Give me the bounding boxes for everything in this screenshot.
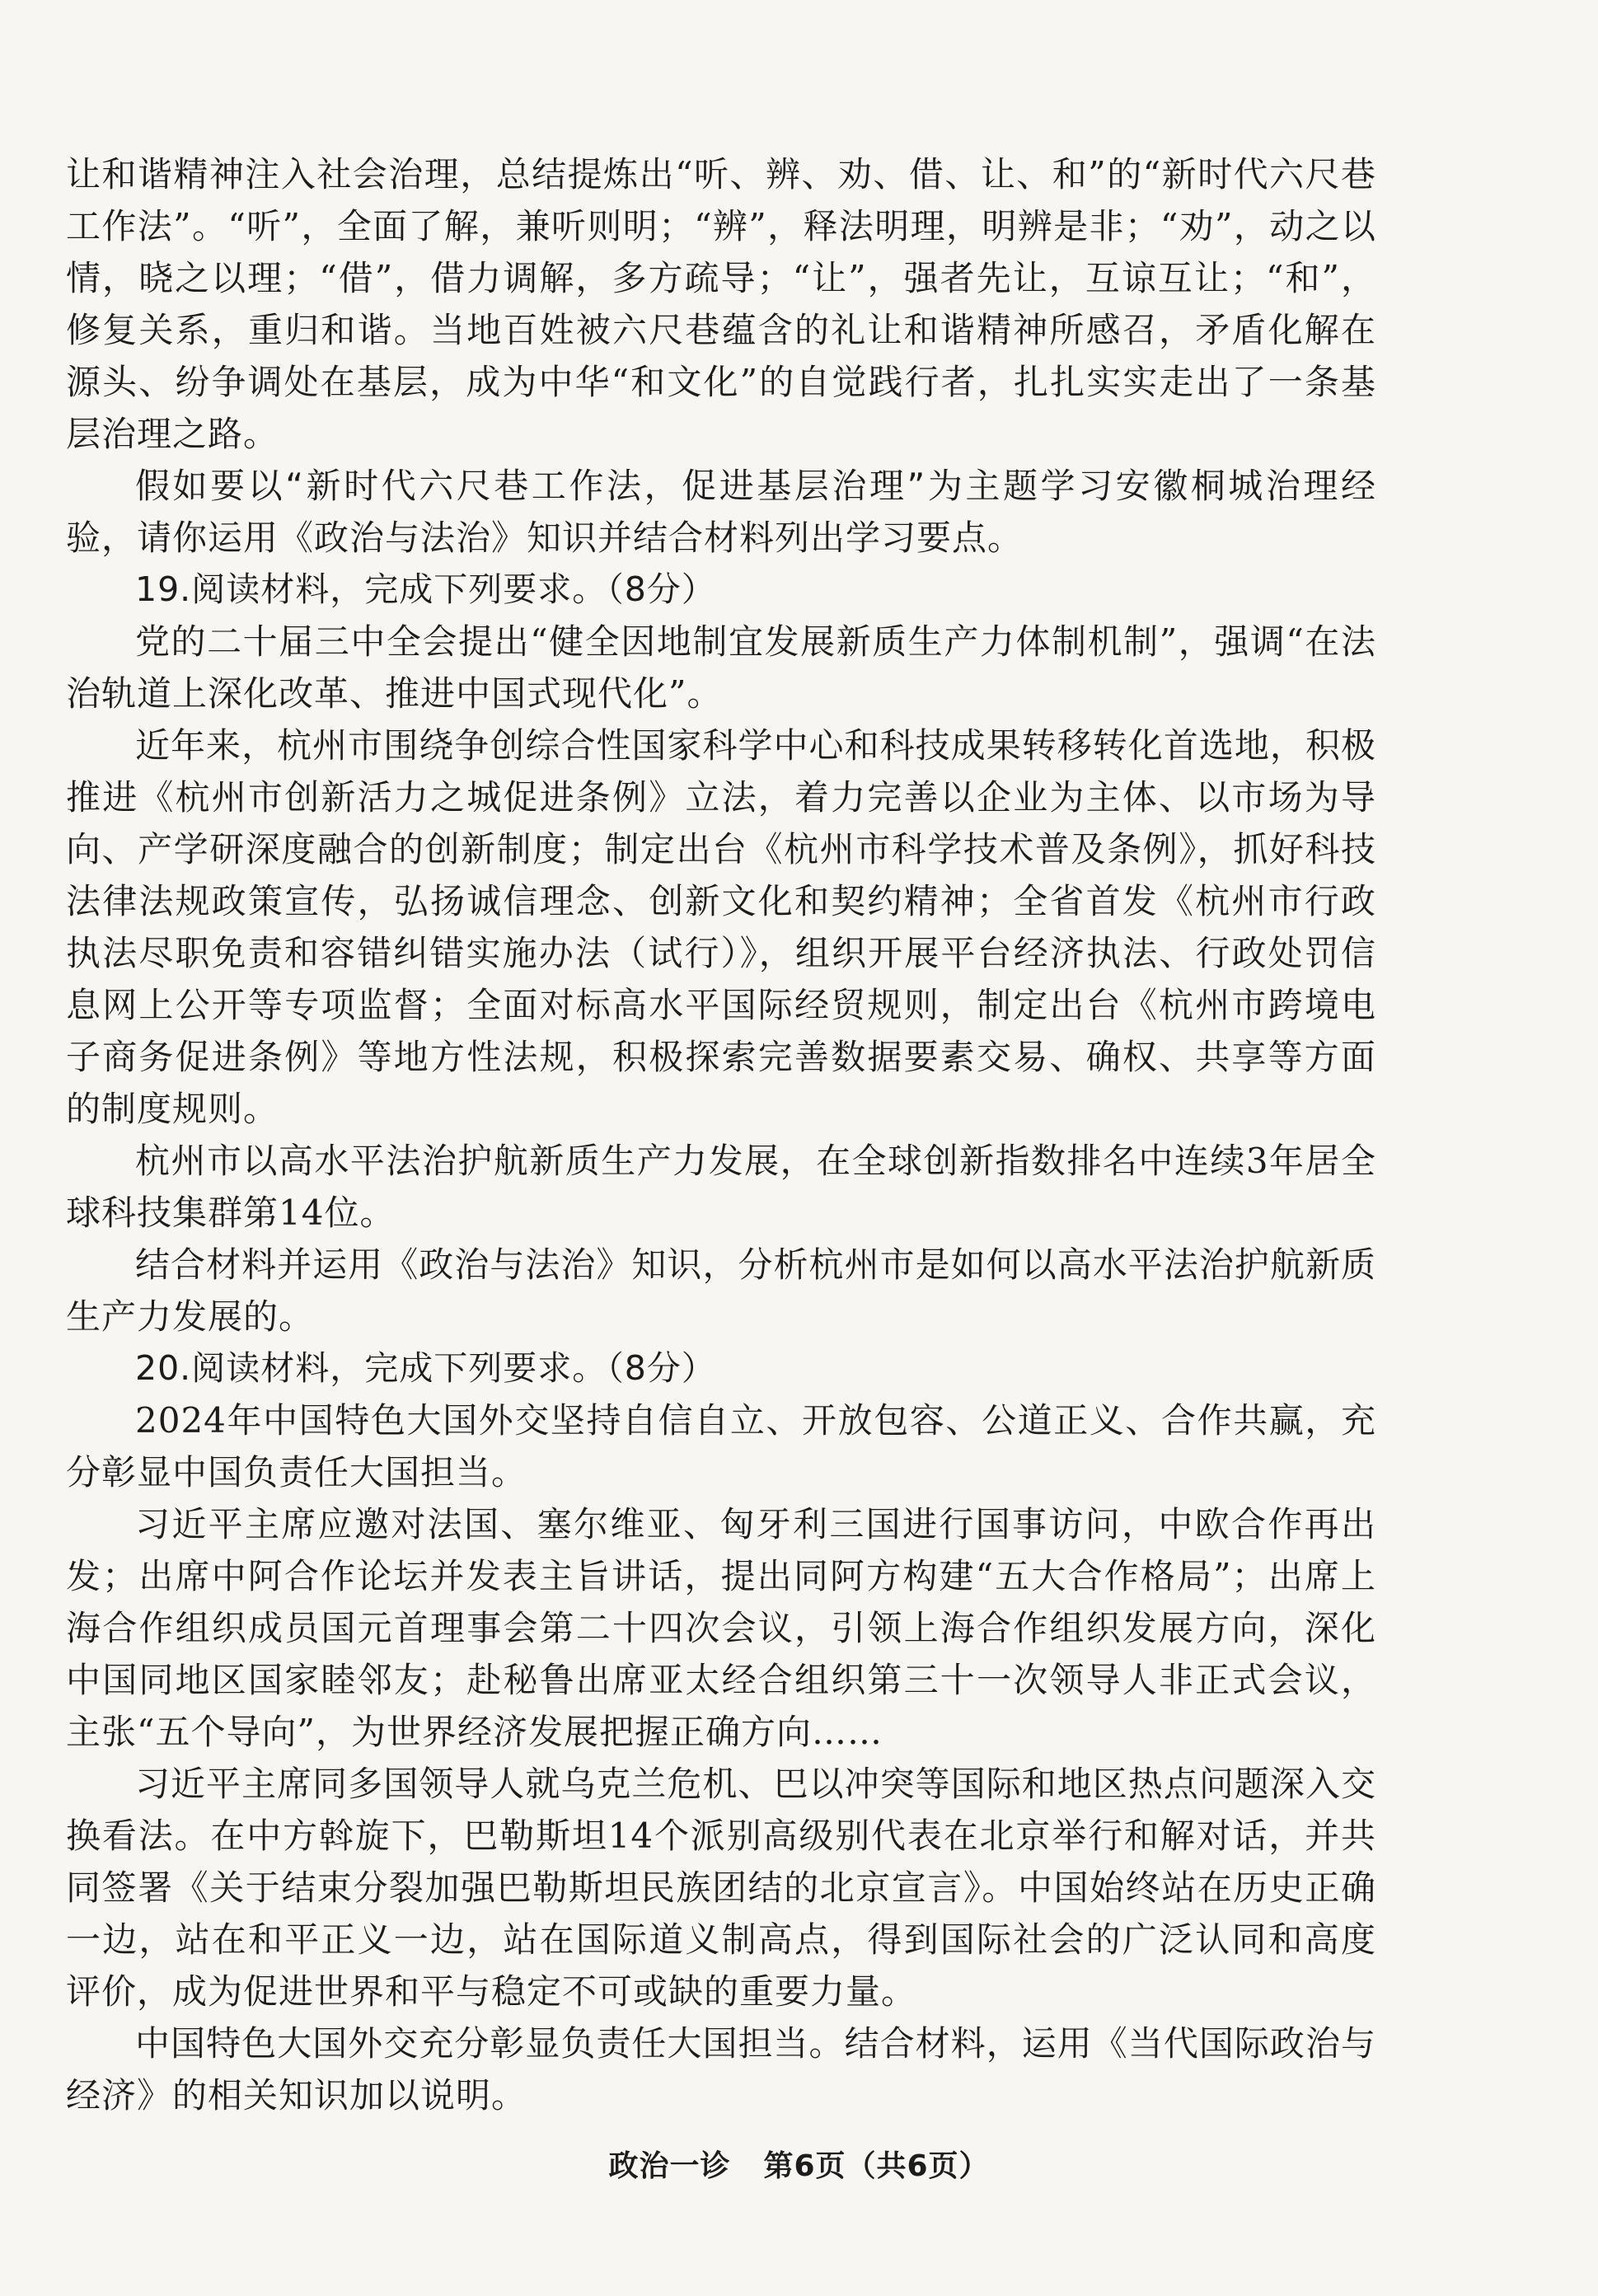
question-20-heading: 20.阅读材料，完成下列要求。（8分） — [135, 1348, 716, 1388]
material-paragraph-continued: 让和谐精神注入社会治理，总结提炼出“听、辨、劝、借、让、和”的“新时代六尺巷工作法”。“听”，全面了解，兼听则明；“辨”，释法明理，明辨是非；“劝”，动之以情，晓之以理；“借”，借力调解，多方疏导；“让”，强者先让，互谅互让；“和”，修复关系，重归和谐。当地百姓被六尺巷蕴含的礼让和谐精神所感召，矛盾化解在源头、纷争调处在基层，成为中华“和文化”的自觉践行者，扎扎实实走出了一条基层治理之路。 — [66, 154, 1376, 454]
question-19-material-intro: 党的二十届三中全会提出“健全因地制宜发展新质生产力体制机制”，强调“在法治轨道上深化改革、推进中国式现代化”。 — [66, 621, 1376, 714]
question-18-prompt: 假如要以“新时代六尺巷工作法，促进基层治理”为主题学习安徽桐城治理经验，请你运用《政治与法治》知识并结合材料列出学习要点。 — [66, 466, 1376, 558]
question-19-material-result: 杭州市以高水平法治护航新质生产力发展，在全球创新指数排名中连续3年居全球科技集群第14位。 — [66, 1141, 1376, 1233]
question-20-material-visits: 习近平主席应邀对法国、塞尔维亚、匈牙利三国进行国事访问，中欧合作再出发；出席中阿合作论坛并发表主旨讲话，提出同阿方构建“五大合作格局”；出席上海合作组织成员国元首理事会第二十四次会议，引领上海合作组织发展方向，深化中国同地区国家睦邻友；赴秘鲁出席亚太经合组织第三十一次领导人非正式会议，主张“五个导向”，为世界经济发展把握正确方向…… — [66, 1504, 1376, 1752]
page-content — [66, 148, 1376, 2121]
question-20-material-intro: 2024年中国特色大国外交坚持自信自立、开放包容、公道正义、合作共赢，充分彰显中国负责任大国担当。 — [66, 1400, 1376, 1492]
footer-subject: 政治一诊 — [608, 2149, 731, 2183]
question-20-prompt: 中国特色大国外交充分彰显负责任大国担当。结合材料，运用《当代国际政治与经济》的相关知识加以说明。 — [66, 2023, 1376, 2116]
page-footer — [0, 2143, 1598, 2185]
footer-page-number: 第6页（共6页） — [763, 2149, 990, 2183]
question-20-material-mediation: 习近平主席同多国领导人就乌克兰危机、巴以冲突等国际和地区热点问题深入交换看法。在中方斡旋下，巴勒斯坦14个派别高级别代表在北京举行和解对话，并共同签署《关于结束分裂加强巴勒斯坦民族团结的北京宣言》。中国始终站在历史正确一边，站在和平正义一边，站在国际道义制高点，得到国际社会的广泛认同和高度评价，成为促进世界和平与稳定不可或缺的重要力量。 — [66, 1764, 1376, 2012]
question-19-prompt: 结合材料并运用《政治与法治》知识，分析杭州市是如何以高水平法治护航新质生产力发展的。 — [66, 1244, 1376, 1337]
question-19-material-body: 近年来，杭州市围绕争创综合性国家科学中心和科技成果转移转化首选地，积极推进《杭州市创新活力之城促进条例》立法，着力完善以企业为主体、以市场为导向、产学研深度融合的创新制度；制定出台《杭州市科学技术普及条例》，抓好科技法律法规政策宣传，弘扬诚信理念、创新文化和契约精神；全省首发《杭州市行政执法尽职免责和容错纠错实施办法（试行）》，组织开展平台经济执法、行政处罚信息网上公开等专项监督；全面对标高水平国际经贸规则，制定出台《杭州市跨境电子商务促进条例》等地方性法规，积极探索完善数据要素交易、确权、共享等方面的制度规则。 — [66, 725, 1376, 1129]
question-19-heading: 19.阅读材料，完成下列要求。（8分） — [135, 569, 716, 609]
